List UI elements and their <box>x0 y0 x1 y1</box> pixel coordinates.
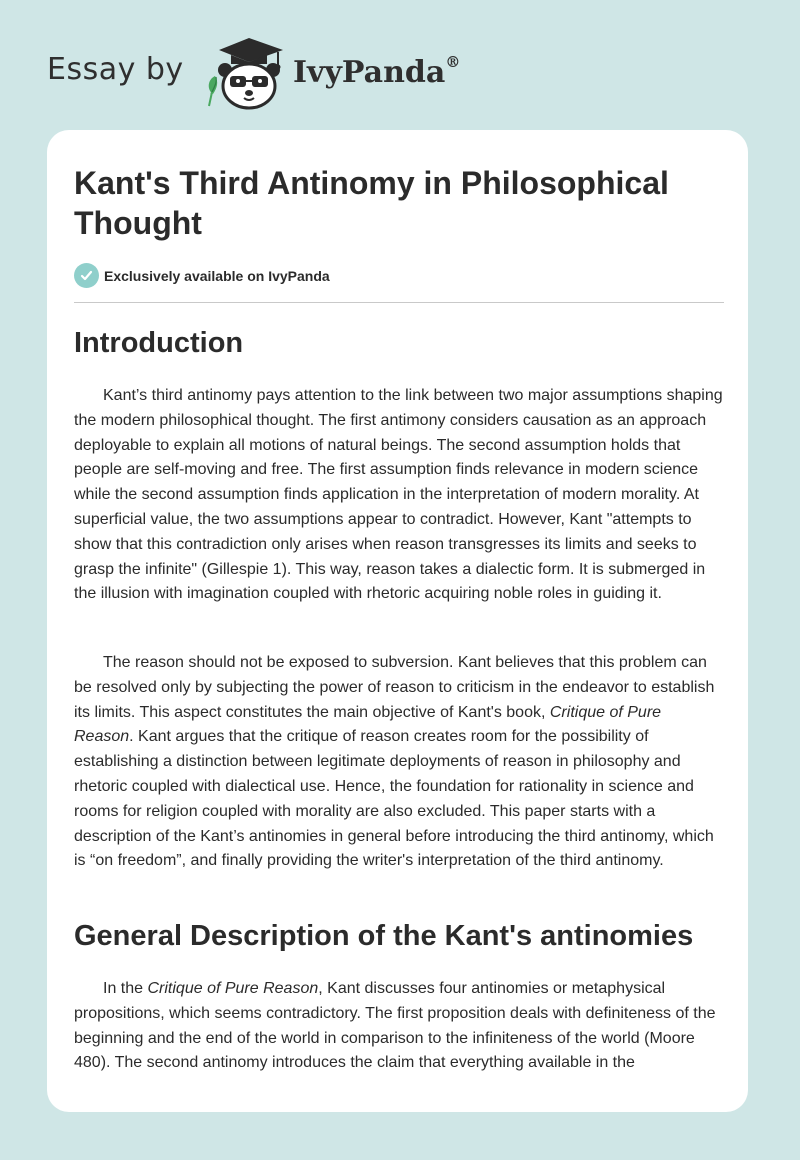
article-card <box>47 130 748 1112</box>
panda-logo-icon[interactable] <box>203 36 287 110</box>
leaf-icon <box>209 76 217 106</box>
registered-mark: ® <box>445 53 461 71</box>
exclusive-badge <box>74 263 330 288</box>
essay-by-label: Essay by <box>47 52 184 87</box>
check-icon <box>74 263 99 288</box>
divider <box>74 302 724 303</box>
book-title: Critique of Pure Reason <box>147 980 319 997</box>
paragraph: In the Critique of Pure Reason, Kant discusses four antinomies or metaphysical propositions, which seems contradictory. The first proposition deals with definiteness of the beginning and the end of the world in comparison to the infiniteness of the world (Moore 480). The second antinomy introduces the claim that everything available in the <box>74 980 716 1072</box>
brand-name[interactable]: IvyPanda® <box>293 53 461 90</box>
paragraph: Kant’s third antinomy pays attention to the link between two major assumptions shaping the modern philosophical thought. The first antimony considers causation as an approach deployable to explain all motions of natural beings. The second assumption holds that people are self-moving and free. The first assumption finds relevance in modern science while the second assumption finds application in the interpretation of modern morality. At superficial value, the two assumptions appear to contradict. However, Kant "attempts to show that this contradiction only arises when reason transgresses its limits and seeks to grasp the infinite" (Gillespie 1). This way, reason takes a dialectic form. It is submerged in the illusion with imagination coupled with rhetoric acquiring noble roles in guiding it. <box>74 387 723 603</box>
paragraph: The reason should not be exposed to subversion. Kant believes that this problem can be resolved only by subjecting the power of reason to criticism in the endeavor to establish its limits. This aspect constitutes the main objective of Kant's book, Critique of Pure Reason. Kant argues that the critique of reason creates room for the possibility of establishing a distinction between legitimate deployments of reason in philosophy and rhetoric coupled with dialectical use. Hence, the foundation for rationality in science and rooms for religion coupled with morality are also excluded. This paper starts with a description of the Kant’s antinomies in general before introducing the third antinomy, which is “on freedom”, and finally providing the writer's interpretation of the third antinomy. <box>74 654 715 870</box>
article-title: Kant's Third Antinomy in Philosophical Thought <box>74 165 669 241</box>
book-title: Critique of Pure Reason <box>74 703 662 746</box>
exclusive-label: Exclusively available on IvyPanda <box>104 267 330 284</box>
section-heading-introduction: Introduction <box>74 327 244 359</box>
site-header <box>0 0 800 130</box>
section-heading-general-description: General Description of the Kant's antinomies <box>74 920 694 952</box>
